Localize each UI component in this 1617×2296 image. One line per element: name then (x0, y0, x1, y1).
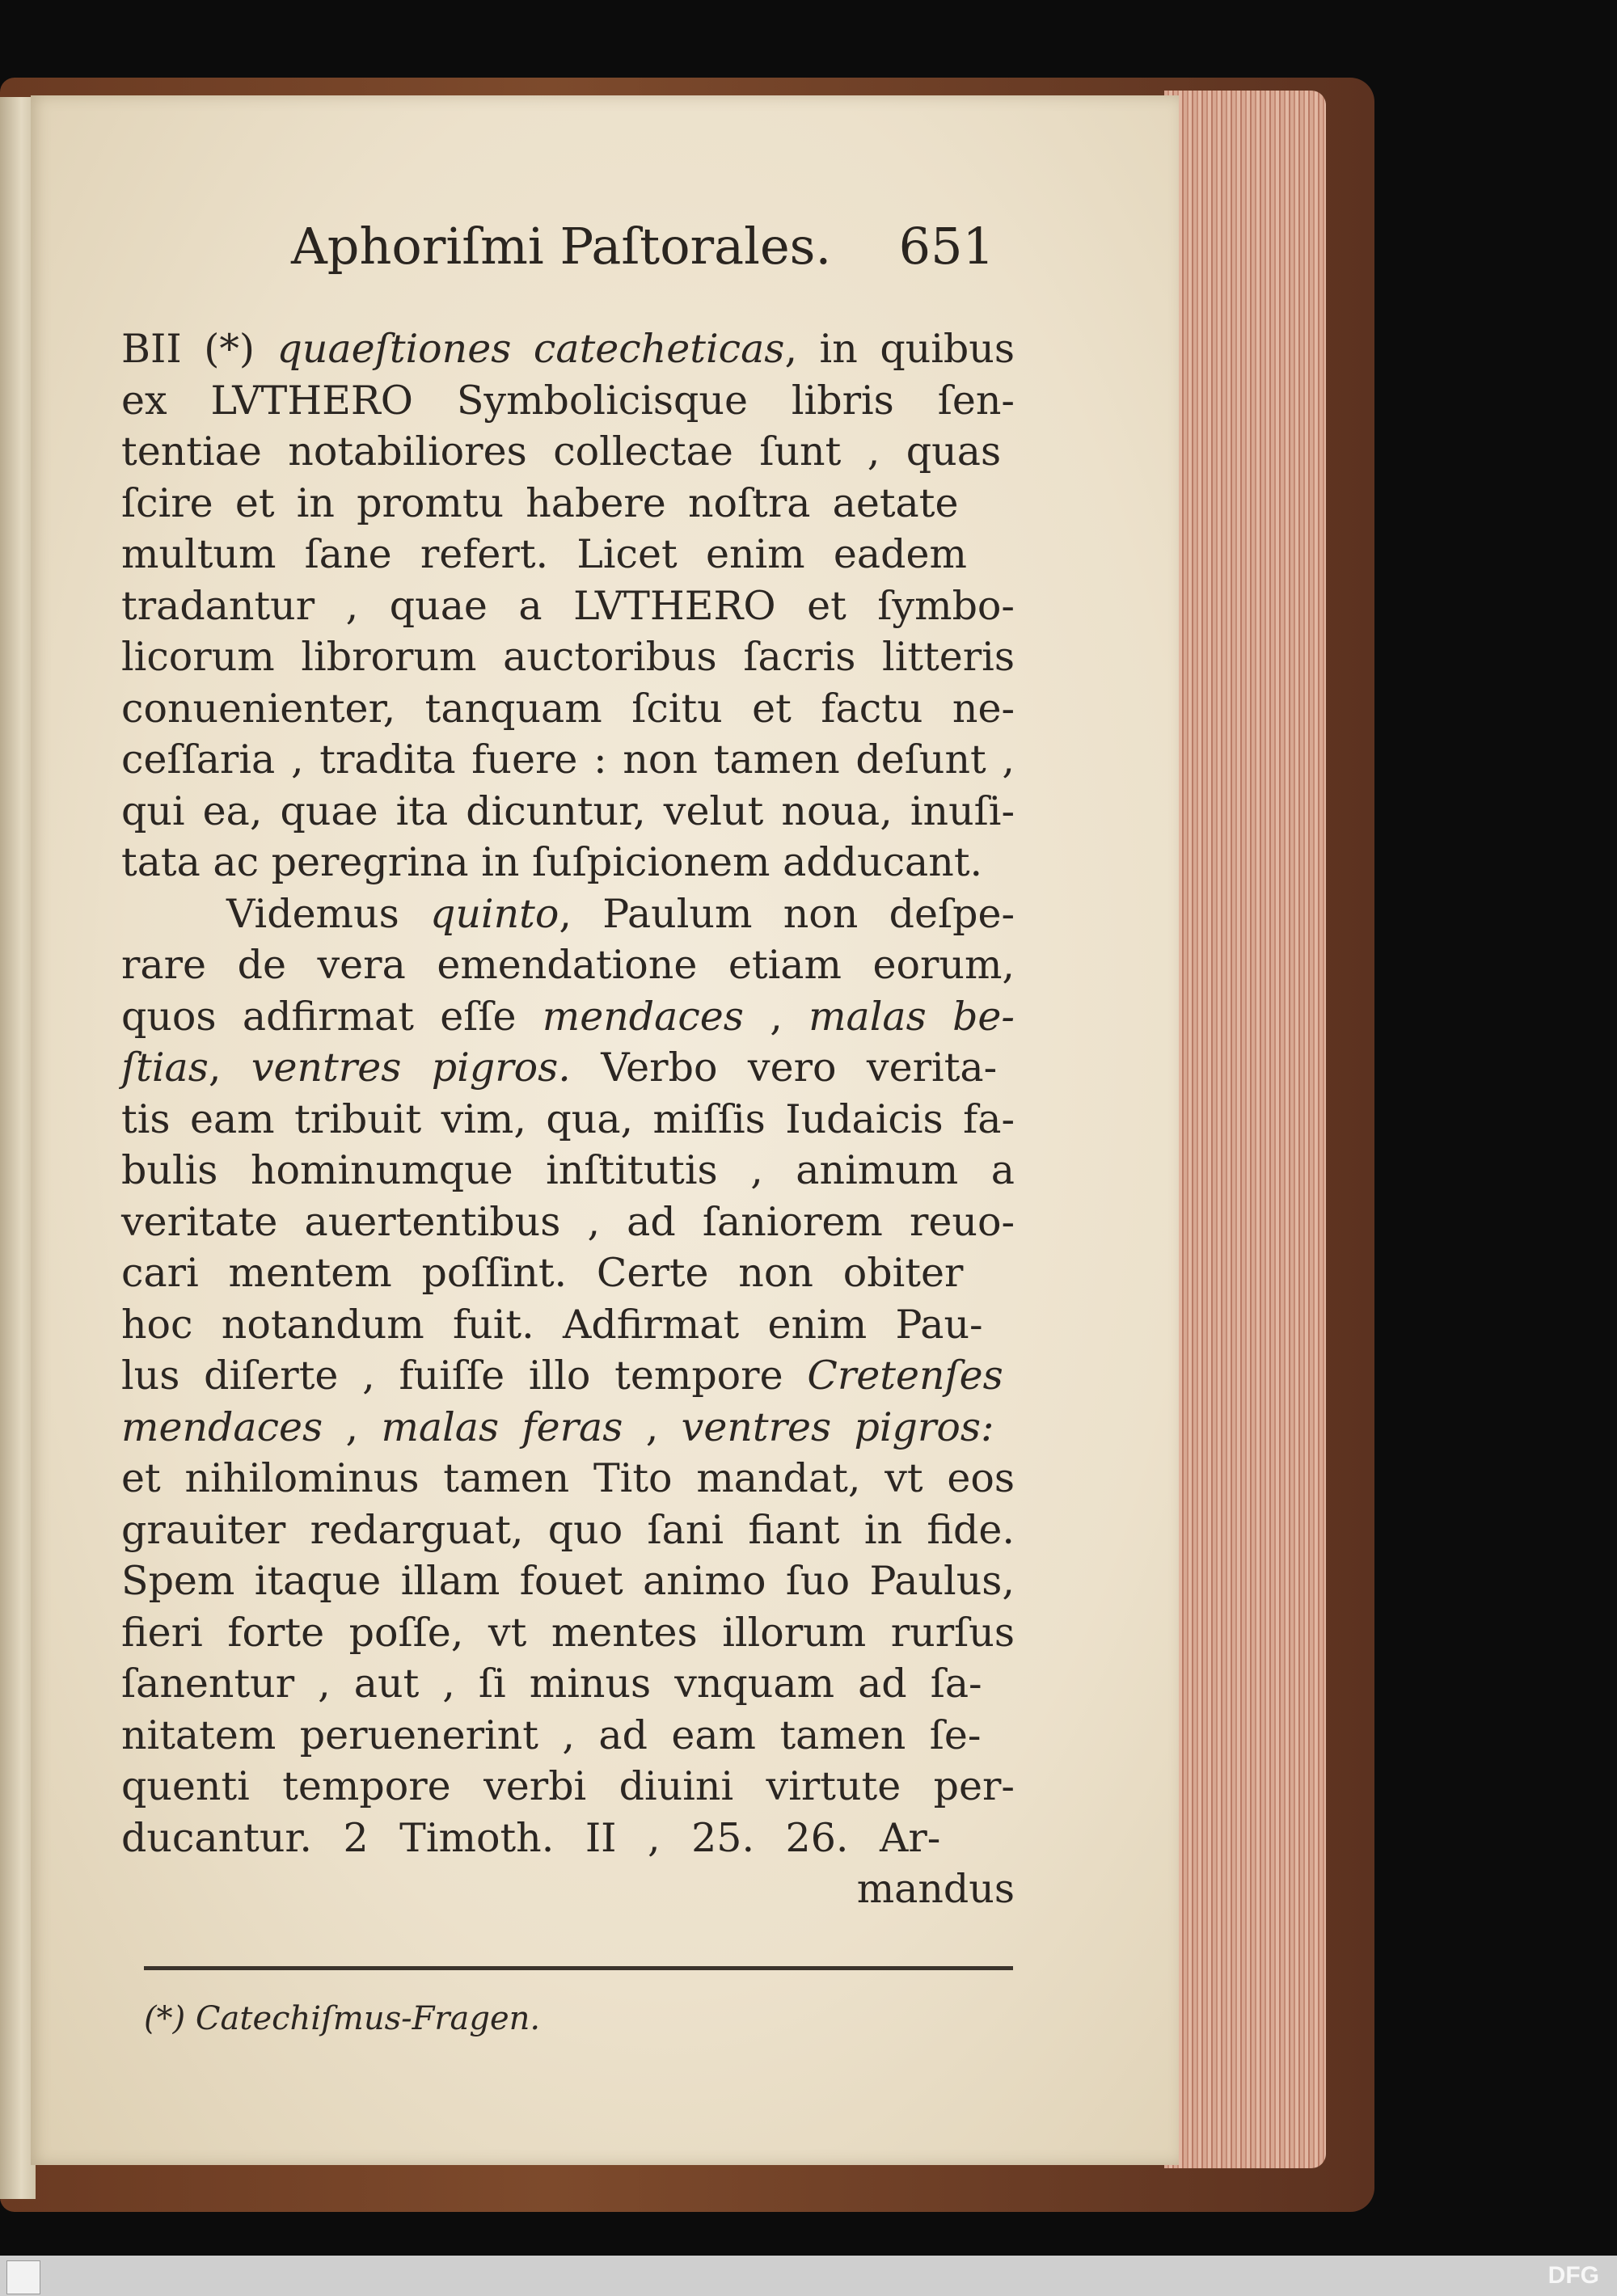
text-line (121, 939, 1015, 991)
text-line-content: ſtias, ventres pigros. Verbo vero verita- (121, 1045, 998, 1091)
page-number: 651 (898, 217, 994, 276)
text-line-content: tradantur , quae a LVTHERO et ſymbo- (121, 582, 1015, 629)
text-line-content: quos adfirmat eſſe mendaces , malas be- (121, 993, 1015, 1040)
text-line-content: Spem itaque illam fouet animo ſuo Paulus, (121, 1558, 1015, 1604)
page-block-edges (1164, 91, 1326, 2168)
text-line (121, 734, 1015, 786)
text-line (121, 837, 1015, 888)
text-line (121, 323, 1015, 375)
text-line (121, 1197, 1015, 1248)
text-line (121, 1299, 1015, 1351)
text-line (121, 1863, 1015, 1915)
text-line-content: tata ac peregrina in ſuſpicionem adducant. (121, 839, 983, 885)
text-line-content: multum ſane refert. Licet enim eadem (121, 531, 967, 577)
text-line-content: cari mentem poſſint. Certe non obiter (121, 1250, 964, 1296)
text-line (121, 1247, 1015, 1299)
text-line (121, 1813, 1015, 1864)
text-line-content: fieri forte poſſe, vt mentes illorum rurſus (121, 1609, 1015, 1656)
text-line-content: lus diſerte , fuiſſe illo tempore Cretenſes (121, 1353, 1003, 1399)
text-line (121, 1145, 1015, 1197)
text-line (121, 1402, 1015, 1454)
text-line (121, 426, 1015, 478)
text-line-content: hoc notandum fuit. Adfirmat enim Pau- (121, 1301, 983, 1348)
text-line-content: licorum librorum auctoribus ſacris litteris (121, 634, 1015, 680)
text-line (121, 1042, 1015, 1094)
dfg-logo: DFG (1547, 2262, 1599, 2289)
text-line (121, 529, 1015, 580)
running-title: Aphoriſmi Paſtorales. (291, 217, 832, 276)
text-line (121, 631, 1015, 683)
text-line-content: ducantur. 2 Timoth. II , 25. 26. Ar- (121, 1814, 941, 1861)
text-line-content: conuenienter, tanquam ſcitu et factu ne- (121, 685, 1015, 732)
text-line (121, 888, 1015, 940)
text-line-content: quenti tempore verbi diuini virtute per- (121, 1763, 1015, 1809)
text-line (121, 1555, 1015, 1607)
text-line-content: tis eam tribuit vim, qua, miſſis Iudaicis fa- (121, 1095, 1015, 1142)
library-logo-icon (6, 2260, 40, 2294)
text-line (121, 991, 1015, 1043)
text-line (121, 1761, 1015, 1813)
text-line-content: tentiae notabiliores collectae ſunt , quas (121, 428, 1002, 475)
text-line-content: bulis hominumque inſtitutis , animum a (121, 1147, 1015, 1193)
text-line (121, 1505, 1015, 1556)
running-head (291, 217, 994, 281)
body-text (121, 323, 1015, 1915)
viewer-footer-bar (0, 2256, 1617, 2296)
text-line (121, 1350, 1015, 1402)
text-line-content: rare de vera emendatione etiam eorum, (121, 942, 1015, 988)
text-line-content: mandus (856, 1866, 1015, 1912)
text-line (121, 786, 1015, 838)
text-line (121, 1710, 1015, 1762)
text-line (121, 580, 1015, 632)
text-line-content: BII (*) quaeſtiones catecheticas, in quibus (121, 326, 1015, 372)
text-line-content: ceſſaria , tradita fuere : non tamen deſunt , (121, 736, 1015, 783)
text-line-content: ſanentur , aut , ſi minus vnquam ad ſa- (121, 1661, 982, 1707)
text-line-content: qui ea, quae ita dicuntur, velut noua, inuſi- (121, 787, 1015, 834)
text-line-content: et nihilominus tamen Tito mandat, vt eos (121, 1455, 1015, 1501)
footnote: (*) Catechiſmus-Fragen. (144, 2000, 541, 2037)
text-line (121, 1658, 1015, 1710)
text-line-content: ſcire et in promtu habere noſtra aetate (121, 479, 959, 526)
text-line-content: nitatem peruenerint , ad eam tamen ſe- (121, 1711, 982, 1758)
text-line-content: ex LVTHERO Symbolicisque libris ſen- (121, 377, 1015, 424)
text-line (121, 1453, 1015, 1505)
text-line (121, 478, 1015, 530)
footnote-rule (144, 1966, 1013, 1970)
text-line-content: mendaces , malas feras , ventres pigros: (121, 1403, 994, 1450)
text-line (121, 375, 1015, 427)
text-line-content: grauiter redarguat, quo ſani fiant in fide. (121, 1506, 1015, 1553)
text-line (121, 683, 1015, 735)
text-line-content: Videmus quinto, Paulum non deſpe- (226, 890, 1015, 937)
text-line-content: veritate auertentibus , ad ſaniorem reuo- (121, 1198, 1015, 1245)
text-line (121, 1094, 1015, 1146)
text-line (121, 1607, 1015, 1659)
